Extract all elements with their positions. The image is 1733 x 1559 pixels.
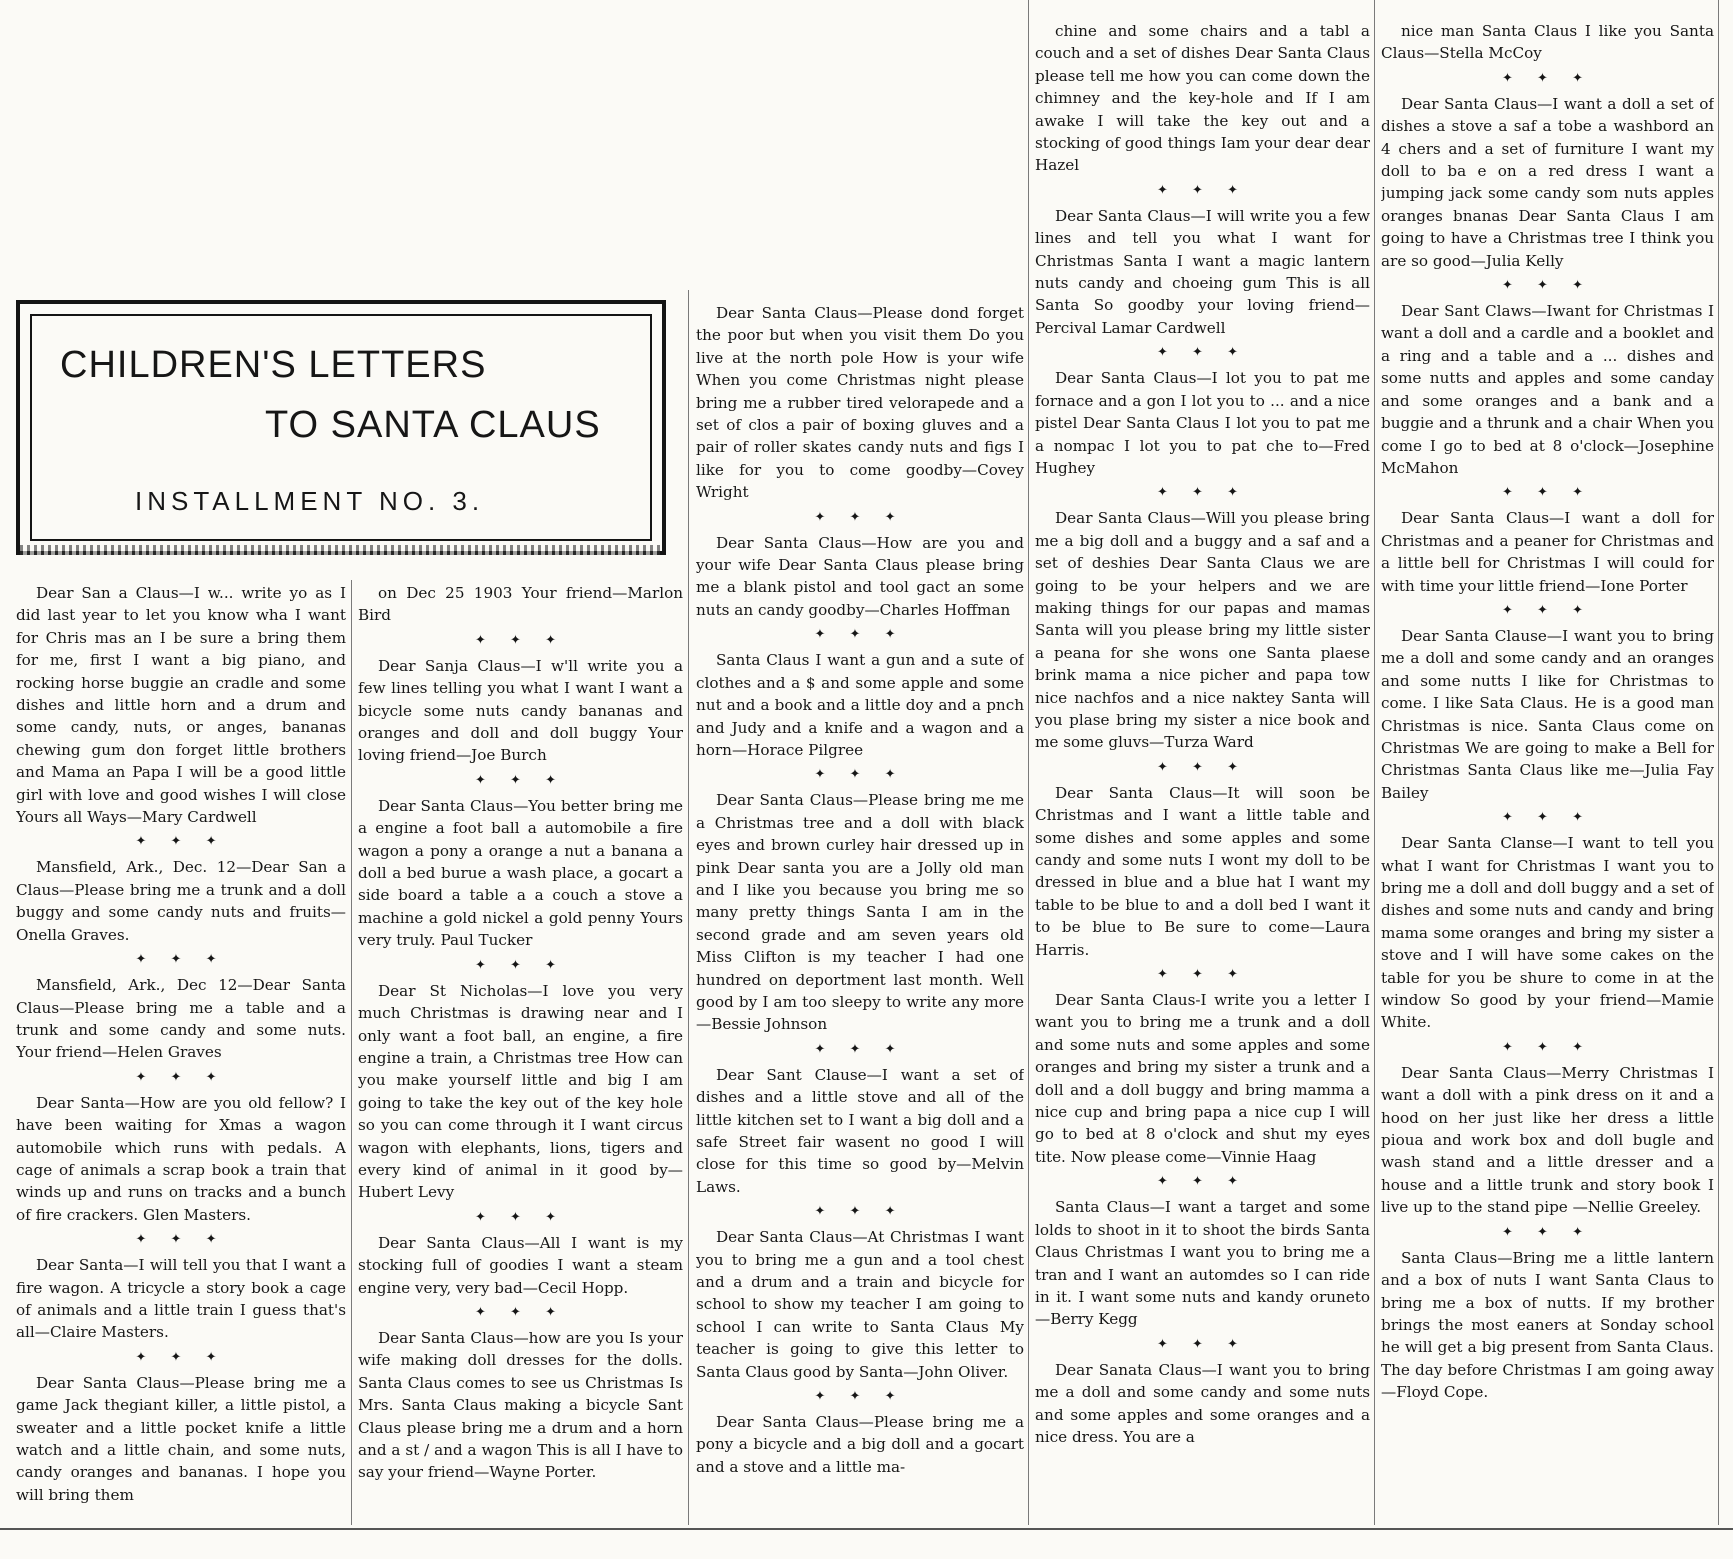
letter-paragraph: Dear Santa Claus—At Christmas I want you to bring me a gun and a tool chest and a drum and a train and bicycle for school to show my teacher I am going to school I can write to Santa Claus My teacher is going to give this letter to Santa Claus good by Santa—John Oliver. [696, 1228, 1024, 1381]
letter-paragraph: Dear Sanja Claus—I w'll write you a few lines telling you what I want I want a bicycle some nuts candy bananas and oranges and doll and doll buggy Your loving friend—Joe Burch [358, 656, 683, 765]
letter-separator-stars: ✦ ✦ ✦ [1157, 345, 1248, 361]
letter-paragraph: Dear Sanata Claus—I want you to bring me a doll and some candy and some nuts and some apples and some oranges and a nice dress. You are a [1035, 1360, 1370, 1446]
letter-paragraph: Dear Santa Claus—Please dond forget the poor but when you visit them Do you live at the north pole How is your wife When you come Christmas night please bring me a rubber tired velorapede and a set of clos a pair of boxing gluves and a pair of roller skates candy nuts and figs I like for you to come goodby—Covey Wright [696, 304, 1024, 502]
letter-separator-stars: ✦ ✦ ✦ [1157, 759, 1248, 775]
letter-separator-stars: ✦ ✦ ✦ [135, 1349, 227, 1365]
letter-separator-stars: ✦ ✦ ✦ [1157, 485, 1248, 501]
letter-paragraph: Dear Sant Clause—I want a set of dishes and a little stove and all of the little kitchen set to I want a big doll and a safe Street fair wasent no good I will close for this time so good by—Melvin Laws. [696, 1065, 1024, 1196]
letter-paragraph: Dear Santa Claus—Please bring me me a Christmas tree and a doll with black eyes and brown curley hair dressed up in pink Dear santa you are a Jolly old man and I like you because you bring me so many pretty things Santa I am in the second grade and am seven years old Miss Clifton is my teacher I had one hundred on deportment last month. Well good by I am too sleepy to write any more—Bessie Johnson [696, 791, 1024, 1034]
letter-separator-stars: ✦ ✦ ✦ [1502, 70, 1593, 86]
letter-separator-stars: ✦ ✦ ✦ [814, 627, 906, 643]
letter-separator-stars: ✦ ✦ ✦ [475, 957, 566, 973]
letter-paragraph: Dear Santa Claus—I want a doll for Christmas and a peaner for Christmas and a little bell for Christmas I will could for with time your little friend—Ione Porter [1381, 509, 1714, 595]
letter-separator-stars: ✦ ✦ ✦ [814, 767, 906, 783]
letter-paragraph: Dear Santa Claus—how are you Is your wife making doll dresses for the dolls. Santa Claus comes to see us Christmas Is Mrs. Santa Claus making a bicycle Sant Claus please bring me a drum and a horn and a st / and a wagon This is all I have to say your friend—Wayne Porter. [358, 1328, 683, 1482]
column-2 [358, 582, 683, 1527]
letter-separator-stars: ✦ ✦ ✦ [135, 1069, 227, 1085]
letter-separator-stars: ✦ ✦ ✦ [1502, 1039, 1593, 1055]
letter-separator-stars: ✦ ✦ ✦ [1157, 182, 1248, 198]
letter-separator-stars: ✦ ✦ ✦ [475, 772, 566, 788]
letter-separator-stars: ✦ ✦ ✦ [1502, 485, 1593, 501]
letter-paragraph: Dear Santa Claus—Please bring me a game Jack thegiant killer, a little pistol, a sweater and a little pocket knife a little watch and a little chain, and some nuts, candy oranges and bananas. I hope you will bring them [16, 1373, 346, 1504]
letter-paragraph: on Dec 25 1903 Your friend—Marlon Bird [358, 584, 683, 625]
letter-paragraph: Dear Santa Claus—All I want is my stocking full of goodies I want a steam engine very, very bad—Cecil Hopp. [358, 1233, 683, 1297]
letter-paragraph: Dear Santa Clause—I want you to bring me a doll and some candy and an oranges and some nutts I like for Christmas to come. I like Sata Claus. He is a good man Christmas is nice. Santa Claus come on Christmas We are going to make a Bell for Christmas Santa Claus like me—Julia Fay Bailey [1381, 626, 1714, 802]
letter-separator-stars: ✦ ✦ ✦ [1502, 602, 1593, 618]
letter-separator-stars: ✦ ✦ ✦ [1502, 1224, 1593, 1240]
letter-paragraph: Mansfield, Ark., Dec 12—Dear Santa Claus—Please bring me a table and a trunk and some candy and some nuts. Your friend—Helen Graves [16, 976, 346, 1062]
column-5 [1381, 20, 1714, 1525]
letter-paragraph: Mansfield, Ark., Dec. 12—Dear San a Claus—Please bring me a trunk and a doll buggy and some candy nuts and fruits—Onella Graves. [16, 858, 346, 944]
column-rule-3 [1028, 0, 1029, 1525]
headline-ornament [20, 545, 660, 555]
letter-paragraph: chine and some chairs and a tabl a couch and a set of dishes Dear Santa Claus please tell me how you can come down the chimney and the key-hole and If I am awake I will take the key out and a stocking of good things Iam your dear dear Hazel [1035, 22, 1370, 175]
column-rule-1 [351, 580, 352, 1525]
column-4 [1035, 20, 1370, 1525]
letter-separator-stars: ✦ ✦ ✦ [135, 1232, 227, 1248]
letter-paragraph: Dear Santa Claus—It will soon be Christmas and I want a little table and some dishes and some apples and some candy and some nuts I wont my doll to be dressed in blue and a blue hat I want my table to be blue to and a doll bed I want it to be blue to Be sure to come—Laura Harris. [1035, 783, 1370, 959]
letter-paragraph: Dear Santa Claus—I will write you a few lines and tell you what I want for Christmas Santa I want a magic lantern nuts candy and choeing gum This is all Santa So goodby your loving friend—Percival Lamar Cardwell [1035, 206, 1370, 337]
letter-paragraph: Dear Santa Claus—Will you please bring me a big doll and a buggy and a saf and a set of deshies Dear Santa Claus we are going to be your helpers and we are making things for our papas and mamas Santa will you please bring my little sister a peana for she wons one Santa plaese brink mama a nice picher and papa tow nice nachfos and a nice naktey Santa will you plase bring my sister a nice book and me some gluvs—Turza Ward [1035, 509, 1370, 752]
letter-separator-stars: ✦ ✦ ✦ [814, 1204, 906, 1220]
letter-separator-stars: ✦ ✦ ✦ [1157, 1336, 1248, 1352]
letter-paragraph: nice man Santa Claus I like you Santa Claus—Stella McCoy [1381, 22, 1714, 63]
letter-separator-stars: ✦ ✦ ✦ [135, 952, 227, 968]
letter-paragraph: Dear Santa Claus—I lot you to pat me fornace and a gon I lot you to ... and a nice pistel Dear Santa Claus I lot you to pat me a nompac I lot you to pat che to—Fred Hughey [1035, 369, 1370, 477]
letter-separator-stars: ✦ ✦ ✦ [1157, 967, 1248, 983]
letter-paragraph: Dear Santa Claus—How are you and your wife Dear Santa Claus please bring me a blank pistol and tool gact an some nuts an candy goodby—Charles Hoffman [696, 533, 1024, 619]
letter-paragraph: Santa Claus—I want a target and some lolds to shoot in it to shoot the birds Santa Claus Christmas I want you to bring me a tran and I want an automdes so I can ride in it. I want some nuts and kandy oruneto—Berry Kegg [1035, 1198, 1370, 1329]
letter-separator-stars: ✦ ✦ ✦ [475, 1209, 566, 1225]
letter-paragraph: Dear Santa—How are you old fellow? I have been waiting for Xmas a wagon automobile which runs with pedals. A cage of animals a scrap book a train that winds up and runs on tracks and a bunch of fire crackers. Glen Masters. [16, 1093, 346, 1224]
column-1 [16, 582, 346, 1527]
letter-paragraph: Dear San a Claus—I w... write yo as I did last year to let you know wha I want for Chris mas an I be sure a bring them for me, first I want a big piano, and rocking horse buggie an cradle and some dishes and little horn and a drum and some candy, nuts, or anges, bananas chewing gum don forget little brothers and Mama an Papa I will be a good little girl with love and good wishes I will close Yours all Ways—Mary Cardwell [16, 584, 346, 827]
headline-title-line1: CHILDREN'S LETTERS [60, 344, 487, 386]
letter-paragraph: Dear Santa Claus—Please bring me a pony a bicycle and a big doll and a gocart and a stove and a little ma- [696, 1413, 1024, 1476]
headline-title-line2: TO SANTA CLAUS [265, 404, 601, 446]
letter-paragraph: Santa Claus—Bring me a little lantern and a box of nuts I want Santa Claus to bring me a box of nutts. If my brother brings the most eaners at Sonday school he will get a big present from Santa Claus. The day before Christmas I am going away—Floyd Cope. [1381, 1248, 1714, 1402]
letter-paragraph: Dear Santa Claus—I want a doll a set of dishes a stove a saf a tobe a washbord an 4 chers and a set of furniture I want my doll to ba e on a red dress I want a jumping jack some candy som nuts apples oranges bnanas Dear Santa Claus I am going to have a Christmas tree I think you are so good—Julia Kelly [1381, 94, 1714, 270]
letter-separator-stars: ✦ ✦ ✦ [135, 834, 227, 850]
column-rule-5 [1718, 0, 1719, 1525]
letter-separator-stars: ✦ ✦ ✦ [475, 1304, 566, 1320]
letter-separator-stars: ✦ ✦ ✦ [814, 1389, 906, 1405]
letter-paragraph: Dear St Nicholas—I love you very much Christmas is drawing near and I only want a foot ball, an engine, a fire engine a train, a Christmas tree How can you make yourself little and big I am going to take the key out of the key hole so you can come through it I want circus wagon with elephants, lions, tigers and every kind of animal in it good by—Hubert Levy [358, 981, 683, 1202]
letter-separator-stars: ✦ ✦ ✦ [814, 509, 906, 525]
letter-paragraph: Dear Santa Claus-I write you a letter I want you to bring me a trunk and a doll and some nuts and some apples and some oranges and bring my sister a trunk and a doll and a doll buggy and bring mamma a nice cup and bring papa a nice cup I will go to bed at 8 o'clock and shut my eyes tite. Now please come—Vinnie Haag [1035, 991, 1370, 1166]
letter-separator-stars: ✦ ✦ ✦ [814, 1041, 906, 1057]
letter-separator-stars: ✦ ✦ ✦ [475, 632, 566, 648]
letter-paragraph: Dear Sant Claws—Iwant for Christmas I want a doll and a cardle and a booklet and a ring and a table and a ... dishes and some nutts and apples and some canday and some oranges and a bank and a buggie and a thrunk and a chair When you come I go to bed at 8 o'clock—Josephine McMahon [1381, 302, 1714, 477]
letter-paragraph: Dear Santa Clanse—I want to tell you what I want for Christmas I want you to bring me a doll and doll buggy and a set of dishes and some nuts and candy and bring mama some oranges and bring my sister a stove and I will have some cakes on the table for you be shure to come in at the window So good by your friend—Mamie White. [1381, 834, 1714, 1032]
letter-paragraph: Dear Santa—I will tell you that I want a fire wagon. A tricycle a story book a cage of animals and a little train I guess that's all—Claire Masters. [16, 1256, 346, 1342]
headline-box [16, 300, 666, 555]
letter-separator-stars: ✦ ✦ ✦ [1502, 810, 1593, 826]
installment-label: INSTALLMENT NO. 3. [135, 486, 485, 516]
column-rule-2 [688, 290, 689, 1525]
letter-paragraph: Dear Santa Claus—You better bring me a engine a foot ball a automobile a fire wagon a pony a orange a nut a banana a doll a bed burue a wash place, a gocart a side board a table a a couch a stove a machine a gold nickel a gold penny Yours very truly. Paul Tucker [358, 796, 683, 950]
bottom-rule [0, 1528, 1733, 1530]
letter-paragraph: Dear Santa Claus—Merry Christmas I want a doll with a pink dress on it and a hood on her just like her dress a little pioua and work box and doll bugle and wash stand and a little dresser and a house and a little trunk and story book I live up to the stand pipe —Nellie Greeley. [1381, 1063, 1714, 1217]
letter-separator-stars: ✦ ✦ ✦ [1157, 1174, 1248, 1190]
column-3 [696, 302, 1024, 1524]
column-rule-4 [1374, 0, 1375, 1525]
letter-paragraph: Santa Claus I want a gun and a sute of clothes and a $ and some apple and some nut and a book and a little doy and a pnch and Judy and a knife and a wagon and a horn—Horace Pilgree [696, 651, 1024, 759]
letter-separator-stars: ✦ ✦ ✦ [1502, 278, 1593, 294]
